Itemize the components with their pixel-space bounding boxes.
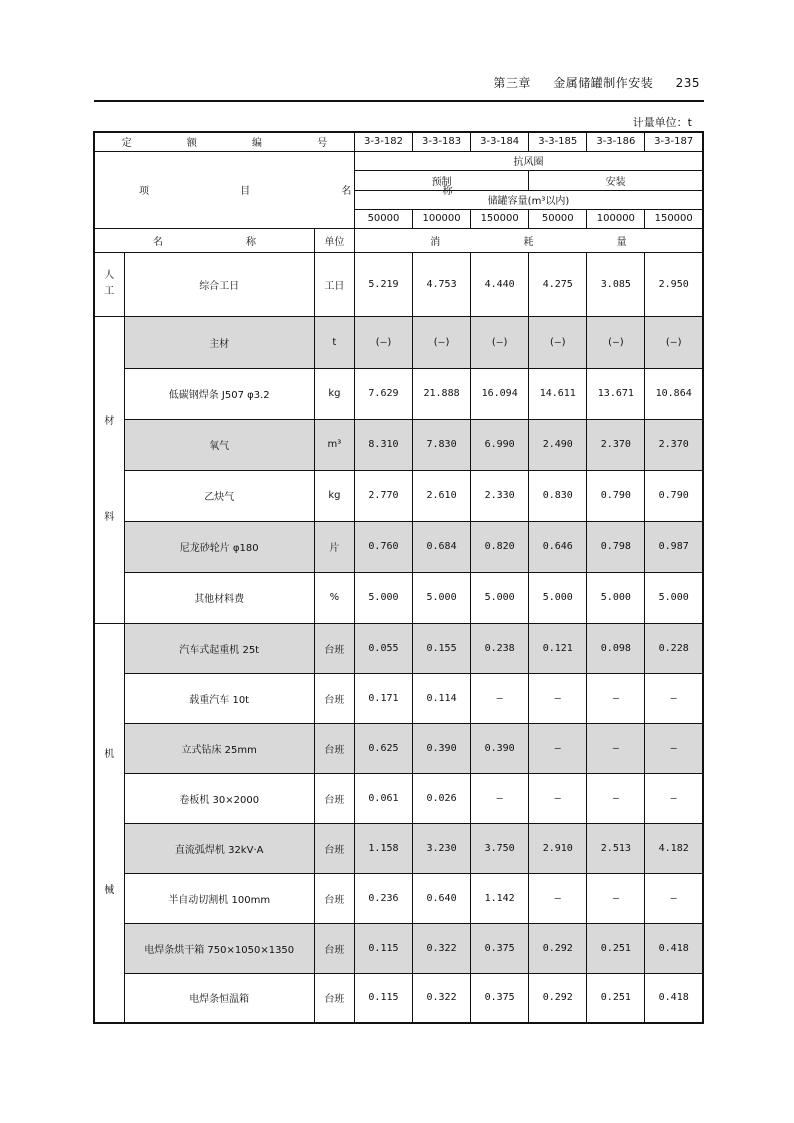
value-cell: 0.251 [587, 973, 645, 1023]
group-title: 抗风圈 [354, 151, 703, 170]
value-cell: (—) [645, 316, 703, 368]
value-cell: 5.000 [645, 572, 703, 623]
chapter-label: 第三章 [493, 76, 531, 90]
table-row [94, 623, 703, 673]
value-cell: — [529, 873, 587, 923]
code-cell: 3-3-183 [413, 132, 471, 151]
value-cell: 0.292 [529, 923, 587, 973]
row-name: 尼龙砂轮片 φ180 [124, 521, 314, 572]
value-cell: 21.888 [413, 368, 471, 419]
value-cell: — [587, 673, 645, 723]
table-row [94, 470, 703, 521]
row-unit: 片 [314, 521, 354, 572]
value-cell: 8.310 [354, 419, 412, 470]
value-cell: 0.322 [413, 923, 471, 973]
value-cell: 0.987 [645, 521, 703, 572]
value-cell: — [471, 773, 529, 823]
capacity-cell: 50000 [354, 209, 412, 228]
category-char: 材 [104, 415, 115, 427]
code-row [94, 132, 703, 151]
row-unit: % [314, 572, 354, 623]
value-cell: 0.322 [413, 973, 471, 1023]
value-cell: 2.910 [529, 823, 587, 873]
value-cell: 0.640 [413, 873, 471, 923]
value-cell: 6.990 [471, 419, 529, 470]
value-cell: 1.158 [354, 823, 412, 873]
value-cell: 7.830 [413, 419, 471, 470]
table-row [94, 723, 703, 773]
subgroup-install: 安装 [529, 170, 703, 190]
value-cell: 0.790 [645, 470, 703, 521]
row-unit: 台班 [314, 923, 354, 973]
row-name: 半自动切割机 100mm [124, 873, 314, 923]
value-cell: 0.238 [471, 623, 529, 673]
row-name: 载重汽车 10t [124, 673, 314, 723]
value-cell: 2.513 [587, 823, 645, 873]
value-cell: 3.230 [413, 823, 471, 873]
code-cell: 3-3-185 [529, 132, 587, 151]
value-cell: 0.418 [645, 973, 703, 1023]
table-row [94, 823, 703, 873]
value-cell: 0.375 [471, 923, 529, 973]
value-cell: 5.000 [529, 572, 587, 623]
value-cell: — [645, 773, 703, 823]
value-cell: — [645, 673, 703, 723]
value-cell: 0.684 [413, 521, 471, 572]
row-unit: 台班 [314, 973, 354, 1023]
value-cell: 0.292 [529, 973, 587, 1023]
value-cell: 0.830 [529, 470, 587, 521]
value-cell: 0.798 [587, 521, 645, 572]
value-cell: 1.142 [471, 873, 529, 923]
row-name: 主材 [124, 316, 314, 368]
col-consumption-header: 消 耗 量 [354, 228, 703, 252]
value-cell: 0.236 [354, 873, 412, 923]
row-unit: 工日 [314, 252, 354, 316]
value-cell: — [471, 673, 529, 723]
value-cell: 5.000 [587, 572, 645, 623]
chapter-title: 金属储罐制作安装 [553, 76, 654, 90]
capacity-cell: 150000 [645, 209, 703, 228]
value-cell: 4.182 [645, 823, 703, 873]
table-row [94, 973, 703, 1023]
value-cell: 0.625 [354, 723, 412, 773]
running-head [475, 74, 700, 91]
unit-note: 计量单位：t [632, 116, 692, 129]
column-header-row [94, 228, 703, 252]
value-cell: 7.629 [354, 368, 412, 419]
table-row [94, 873, 703, 923]
table-row [94, 673, 703, 723]
value-cell: — [645, 873, 703, 923]
value-cell: 2.610 [413, 470, 471, 521]
value-cell: (—) [354, 316, 412, 368]
value-cell: 10.864 [645, 368, 703, 419]
value-cell: 4.275 [529, 252, 587, 316]
value-cell: 0.115 [354, 973, 412, 1023]
table-row [94, 252, 703, 316]
table-row [94, 572, 703, 623]
value-cell: — [529, 773, 587, 823]
value-cell: 0.390 [413, 723, 471, 773]
table-row [94, 521, 703, 572]
value-cell: 0.098 [587, 623, 645, 673]
value-cell: 14.611 [529, 368, 587, 419]
row-name: 综合工日 [124, 252, 314, 316]
col-name-header: 名 称 [94, 228, 314, 252]
value-cell: 2.370 [645, 419, 703, 470]
value-cell: 0.026 [413, 773, 471, 823]
row-unit: 台班 [314, 873, 354, 923]
row-name: 低碳钢焊条 J507 φ3.2 [124, 368, 314, 419]
quota-table [93, 131, 704, 1024]
value-cell: 0.375 [471, 973, 529, 1023]
table-row [94, 923, 703, 973]
value-cell: 3.750 [471, 823, 529, 873]
value-cell: (—) [529, 316, 587, 368]
value-cell: 16.094 [471, 368, 529, 419]
value-cell: 0.114 [413, 673, 471, 723]
table-row [94, 316, 703, 368]
capacity-cell: 50000 [529, 209, 587, 228]
capacity-label: 储罐容量(m³以内) [354, 190, 703, 209]
value-cell: 0.390 [471, 723, 529, 773]
value-cell: 5.000 [354, 572, 412, 623]
category-machine [94, 623, 124, 1023]
group-row [94, 151, 703, 170]
row-unit: 台班 [314, 773, 354, 823]
value-cell: 13.671 [587, 368, 645, 419]
row-name: 汽车式起重机 25t [124, 623, 314, 673]
value-cell: — [587, 873, 645, 923]
value-cell: 0.228 [645, 623, 703, 673]
code-cell: 3-3-186 [587, 132, 645, 151]
col-unit-header: 单位 [314, 228, 354, 252]
value-cell: 4.440 [471, 252, 529, 316]
capacity-cell: 100000 [413, 209, 471, 228]
category-material [94, 316, 124, 623]
category-labor [94, 252, 124, 316]
value-cell: 5.219 [354, 252, 412, 316]
value-cell: 2.950 [645, 252, 703, 316]
code-cell: 3-3-182 [354, 132, 412, 151]
value-cell: 2.490 [529, 419, 587, 470]
table-row [94, 419, 703, 470]
row-name: 立式钻床 25mm [124, 723, 314, 773]
header-rule [94, 100, 704, 102]
row-unit: m³ [314, 419, 354, 470]
row-unit: kg [314, 368, 354, 419]
value-cell: 0.061 [354, 773, 412, 823]
value-cell: 3.085 [587, 252, 645, 316]
row-unit: 台班 [314, 823, 354, 873]
value-cell: — [587, 723, 645, 773]
table-row [94, 368, 703, 419]
row-name: 直流弧焊机 32kV·A [124, 823, 314, 873]
row-unit: 台班 [314, 623, 354, 673]
value-cell: (—) [471, 316, 529, 368]
value-cell: 2.370 [587, 419, 645, 470]
value-cell: 5.000 [471, 572, 529, 623]
code-label: 定 额 编 号 [94, 132, 354, 151]
category-char: 机 [104, 748, 115, 760]
row-name: 氧气 [124, 419, 314, 470]
category-char: 械 [104, 884, 115, 896]
capacity-cell: 150000 [471, 209, 529, 228]
table-row [94, 773, 703, 823]
value-cell: 0.418 [645, 923, 703, 973]
value-cell: 0.646 [529, 521, 587, 572]
value-cell: — [529, 723, 587, 773]
row-name: 电焊条恒温箱 [124, 973, 314, 1023]
item-name-label: 项 目 名 称 [94, 151, 354, 228]
value-cell: 5.000 [413, 572, 471, 623]
code-cell: 3-3-187 [645, 132, 703, 151]
value-cell: (—) [587, 316, 645, 368]
value-cell: 0.155 [413, 623, 471, 673]
category-char: 工 [104, 286, 115, 297]
row-name: 卷板机 30×2000 [124, 773, 314, 823]
value-cell: 0.121 [529, 623, 587, 673]
value-cell: — [587, 773, 645, 823]
value-cell: (—) [413, 316, 471, 368]
row-unit: kg [314, 470, 354, 521]
row-name: 乙炔气 [124, 470, 314, 521]
capacity-cell: 100000 [587, 209, 645, 228]
value-cell: — [529, 673, 587, 723]
value-cell: 0.115 [354, 923, 412, 973]
row-name: 电焊条烘干箱 750×1050×1350 [124, 923, 314, 973]
row-unit: t [314, 316, 354, 368]
row-unit: 台班 [314, 723, 354, 773]
value-cell: 2.770 [354, 470, 412, 521]
row-name: 其他材料费 [124, 572, 314, 623]
value-cell: 0.790 [587, 470, 645, 521]
code-cell: 3-3-184 [471, 132, 529, 151]
value-cell: 0.171 [354, 673, 412, 723]
subgroup-prefab: 预制 [354, 170, 528, 190]
category-char: 料 [104, 511, 115, 523]
value-cell: 0.055 [354, 623, 412, 673]
value-cell: 0.820 [471, 521, 529, 572]
value-cell: 4.753 [413, 252, 471, 316]
value-cell: 0.760 [354, 521, 412, 572]
value-cell: — [645, 723, 703, 773]
category-char: 人 [104, 270, 115, 281]
row-unit: 台班 [314, 673, 354, 723]
value-cell: 0.251 [587, 923, 645, 973]
page-number: 235 [675, 76, 700, 90]
value-cell: 2.330 [471, 470, 529, 521]
